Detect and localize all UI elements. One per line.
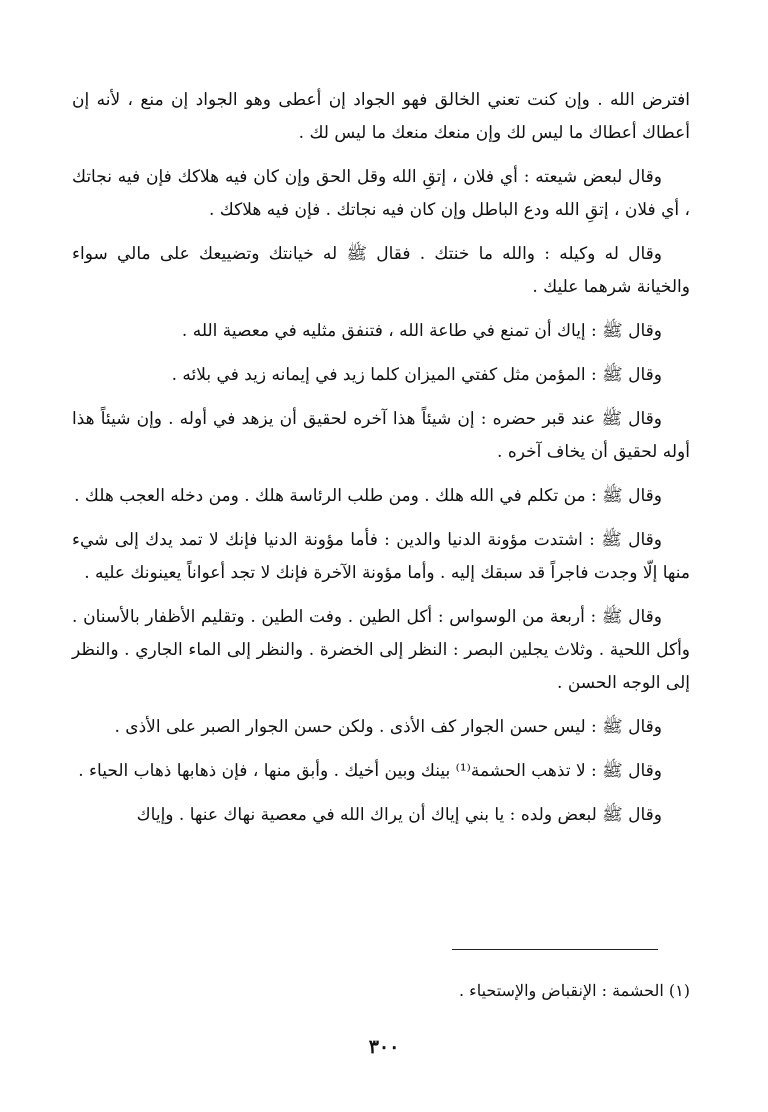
footnote: (١) الحشمة : الإنقباض والإستحياء .	[459, 981, 690, 1000]
paragraph-12: وقال ﷺ لبعض ولده : يا بني إياك أن يراك الله في معصية نهاك عنها . وإياك	[136, 805, 662, 825]
paragraph-2: وقال لبعض شيعته : أي فلان ، إتقِ الله وقل الحق وإن كان فيه هلاكك فإن فيه نجاتك ، أي فلان ، إتقِ الله ودع الباطل وإن كان فيه نجاتك . فإن فيه هلاكك .	[72, 167, 690, 220]
paragraph-5: وقال ﷺ : المؤمن مثل كفتي الميزان كلما زيد في إيمانه زيد في بلائه .	[171, 365, 662, 385]
paragraph-11: وقال ﷺ : لا تذهب الحشمة⁽¹⁾ بينك وبين أخيك . وأبق منها ، فإن ذهابها ذهاب الحياء .	[78, 761, 662, 781]
paragraph-3: وقال له وكيله : والله ما خنتك . فقال ﷺ له خيانتك وتضييعك على مالي سواء والخيانة شرهما عليك .	[72, 244, 690, 297]
paragraph-6: وقال ﷺ عند قبر حضره : إن شيئاً هذا آخره لحقيق أن يزهد في أوله . وإن شيئاً هذا أوله لحقيق أن يخاف آخره .	[72, 409, 690, 462]
paragraph-10: وقال ﷺ : ليس حسن الجوار كف الأذى . ولكن حسن الجوار الصبر على الأذى .	[114, 717, 662, 737]
footnote-divider	[452, 949, 658, 950]
paragraph-9: وقال ﷺ : أربعة من الوسواس : أكل الطين . وفت الطين . وتقليم الأظفار بالأسنان . وأكل اللحية . وثلاث يجلين البصر : النظر إلى الخضرة . والنظر إلى الماء الجاري . والنظر إلى الوجه الحسن .	[72, 607, 690, 693]
paragraph-4: وقال ﷺ : إياك أن تمنع في طاعة الله ، فتنفق مثليه في معصية الله .	[181, 321, 662, 341]
paragraph-1: افترض الله . وإن كنت تعني الخالق فهو الجواد إن أعطى وهو الجواد إن منع ، لأنه إن أعطاك أعطاك ما ليس لك وإن منعك منعك ما ليس لك .	[72, 90, 690, 143]
main-text	[72, 84, 690, 843]
paragraph-8: وقال ﷺ : اشتدت مؤونة الدنيا والدين : فأما مؤونة الدنيا فإنك لا تمد يدك إلى شيء منها إلّا وجدت فاجراً قد سبقك إليه . وأما مؤونة الآخرة فإنك لا تجد أعواناً يعينونك عليه .	[72, 530, 690, 583]
paragraph-7: وقال ﷺ : من تكلم في الله هلك . ومن طلب الرئاسة هلك . ومن دخله العجب هلك .	[74, 486, 662, 506]
page-number: ٣٠٠	[368, 1036, 400, 1058]
